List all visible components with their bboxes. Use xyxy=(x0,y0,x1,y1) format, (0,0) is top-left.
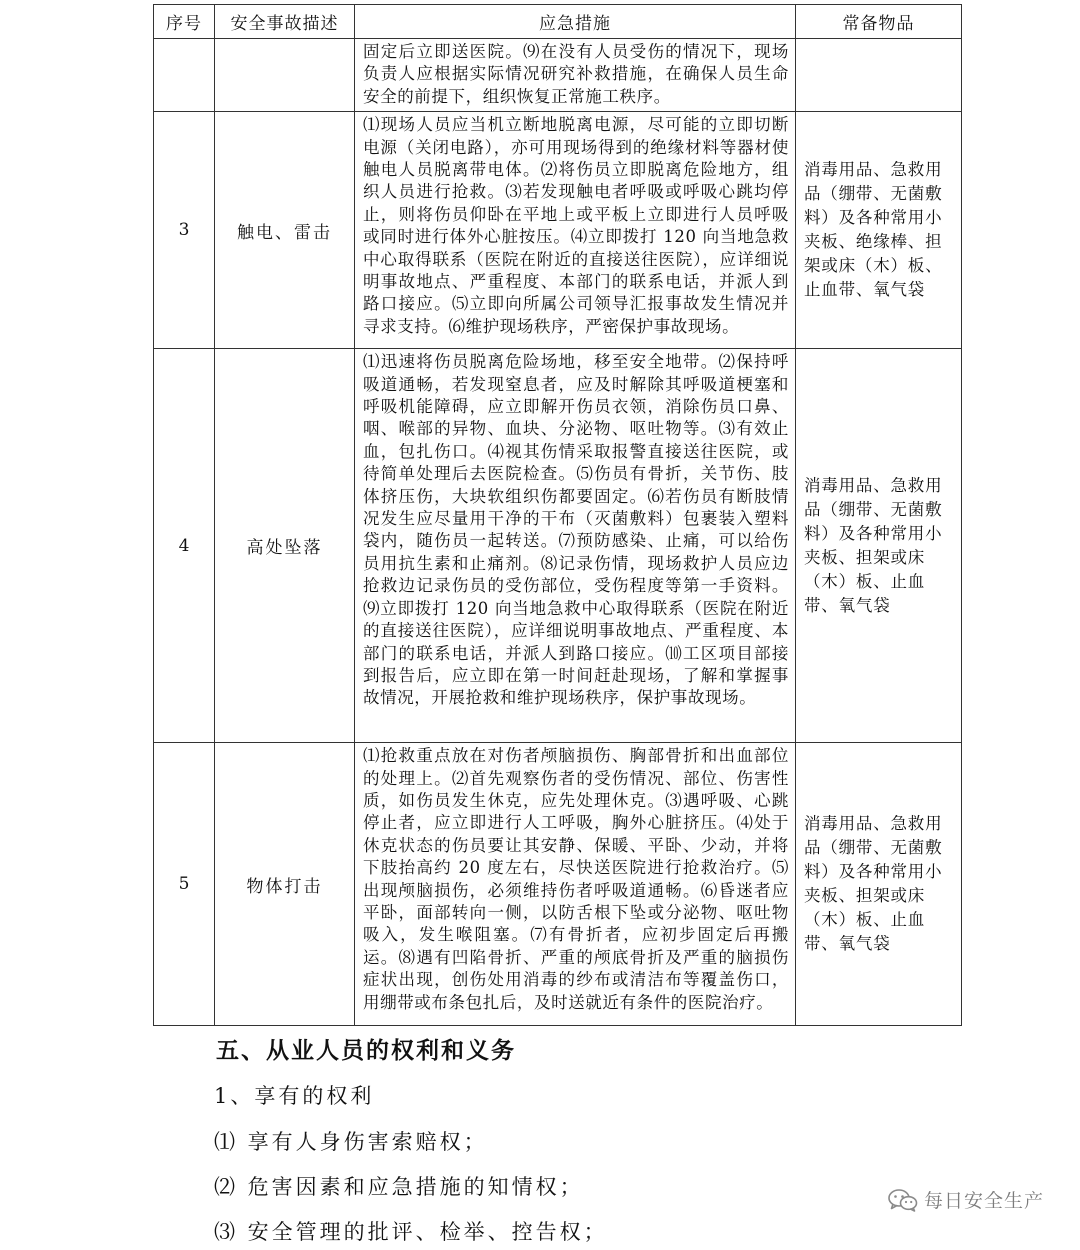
row-number: 3 xyxy=(154,112,215,349)
row-accident-type: 触电、雷击 xyxy=(215,112,355,349)
header-accident-description: 安全事故描述 xyxy=(215,5,355,39)
rights-item: ⑴ 享有人身伤害索赔权； xyxy=(214,1130,488,1154)
row-supplies: 消毒用品、急救用品（绷带、无菌敷料）及各种常用小夹板、担架或床（木）板、止血带、氧气袋 xyxy=(796,743,962,1026)
row-measures: 固定后立即送医院。⑼在没有人员受伤的情况下，现场负责人应根据实际情况研究补救措施，在确保人员生命安全的前提下，组织恢复正常施工秩序。 xyxy=(355,39,796,112)
row-accident-type: 高处坠落 xyxy=(215,349,355,743)
row-accident-type: 物体打击 xyxy=(215,743,355,1026)
row-supplies xyxy=(796,39,962,112)
table-row xyxy=(154,349,962,743)
header-emergency-measures: 应急措施 xyxy=(355,5,796,39)
watermark xyxy=(888,1186,1044,1213)
emergency-measures-table xyxy=(153,4,962,1026)
header-number: 序号 xyxy=(154,5,215,39)
table-header-row xyxy=(154,5,962,39)
row-number: 5 xyxy=(154,743,215,1026)
row-measures: ⑴抢救重点放在对伤者颅脑损伤、胸部骨折和出血部位的处理上。⑵首先观察伤者的受伤情况、部位、伤害性质，如伤员发生休克，应先处理休克。⑶遇呼吸、心跳停止者，应立即进行人工呼吸，胸外心脏挤压。⑷处于休克状态的伤员要让其安静、保暖、平卧、少动，并将下肢抬高约 20 度左右，尽快送医院进行抢救治疗。⑸出现颅脑损伤，必须维持伤者呼吸道通畅。⑹昏迷者应平卧，面部转向一侧，以防舌根下坠或分泌物、呕吐物吸入，发生喉阻塞。⑺有骨折者，应初步固定后再搬运。⑻遇有凹陷骨折、严重的颅底骨折及严重的脑损伤症状出现，创伤处用消毒的纱布或清洁布等覆盖伤口，用绷带或布条包扎后，及时送就近有条件的医院治疗。 xyxy=(355,743,796,1026)
section-heading: 五、从业人员的权利和义务 xyxy=(216,1038,516,1064)
row-accident-type xyxy=(215,39,355,112)
header-standby-supplies: 常备物品 xyxy=(796,5,962,39)
rights-item: ⑵ 危害因素和应急措施的知情权； xyxy=(214,1175,584,1199)
table-row xyxy=(154,112,962,349)
row-number: 4 xyxy=(154,349,215,743)
row-measures: ⑴现场人员应当机立断地脱离电源，尽可能的立即切断电源（关闭电路），亦可用现场得到的绝缘材料等器材使触电人员脱离带电体。⑵将伤员立即脱离危险地方，组织人员进行抢救。⑶若发现触电者呼吸或呼吸心跳均停止，则将伤员仰卧在平地上或平板上立即进行人员呼吸或同时进行体外心脏按压。⑷立即拨打 120 向当地急救中心取得联系（医院在附近的直接送往医院），应详细说明事故地点、严重程度、本部门的联系电话，并派人到路口接应。⑸立即向所属公司领导汇报事故发生情况并寻求支持。⑹维护现场秩序，严密保护事故现场。 xyxy=(355,112,796,349)
row-number xyxy=(154,39,215,112)
row-supplies: 消毒用品、急救用品（绷带、无菌敷料）及各种常用小夹板、担架或床（木）板、止血带、氧气袋 xyxy=(796,349,962,743)
row-measures: ⑴迅速将伤员脱离危险场地，移至安全地带。⑵保持呼吸道通畅，若发现窒息者，应及时解除其呼吸道梗塞和呼吸机能障碍，应立即解开伤员衣领，消除伤员口鼻、咽、喉部的异物、血块、分泌物、呕吐物等。⑶有效止血，包扎伤口。⑷视其伤情采取报警直接送往医院，或待简单处理后去医院检查。⑸伤员有骨折，关节伤、肢体挤压伤，大块软组织伤都要固定。⑹若伤员有断肢情况发生应尽量用干净的干布（灭菌敷料）包裹装入塑料袋内，随伤员一起转送。⑺预防感染、止痛，可以给伤员用抗生素和止痛剂。⑻记录伤情，现场救护人员应边抢救边记录伤员的受伤部位，受伤程度等第一手资料。⑼立即拨打 120 向当地急救中心取得联系（医院在附近的直接送往医院），应详细说明事故地点、严重程度、本部门的联系电话，并派人到路口接应。⑽工区项目部接到报告后，应立即在第一时间赶赴现场，了解和掌握事故情况，开展抢救和维护现场秩序，保护事故现场。 xyxy=(355,349,796,743)
watermark-text: 每日安全生产 xyxy=(923,1190,1044,1212)
rights-item: ⑶ 安全管理的批评、检举、控告权； xyxy=(214,1220,608,1244)
table-row xyxy=(154,39,962,112)
row-supplies: 消毒用品、急救用品（绷带、无菌敷料）及各种常用小夹板、绝缘棒、担架或床（木）板、止血带、氧气袋 xyxy=(796,112,962,349)
table-row xyxy=(154,743,962,1026)
subsection-heading: 1、享有的权利 xyxy=(214,1084,375,1108)
wechat-icon xyxy=(888,1188,918,1212)
